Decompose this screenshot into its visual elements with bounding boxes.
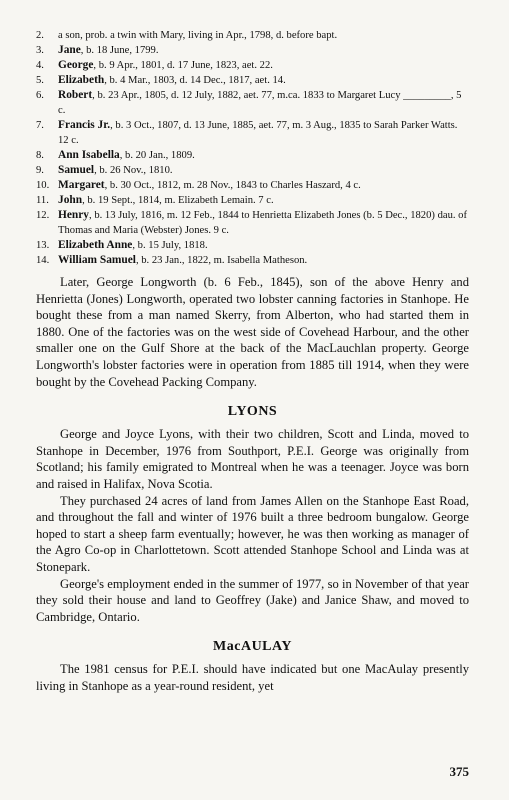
child-details: , b. 4 Mar., 1803, d. 14 Dec., 1817, aet. 14. <box>104 75 286 86</box>
child-name: William Samuel <box>58 254 136 266</box>
list-item <box>36 253 469 268</box>
lyons-paragraph: George's employment ended in the summer of 1977, so in November of that year they sold their house and land to Geoffrey (Jake) and Janice Shaw, and moved to Cambridge, Ontario. <box>36 576 469 624</box>
child-name: Elizabeth <box>58 74 105 86</box>
child-details: , b. 26 Nov., 1810. <box>94 165 173 176</box>
child-details: , b. 15 July, 1818. <box>132 240 208 251</box>
item-number: 11. <box>36 195 49 206</box>
child-name: Elizabeth Anne <box>58 239 133 251</box>
child-name: Francis Jr. <box>58 119 111 131</box>
child-details: , b. 19 Sept., 1814, m. Elizabeth Lemain. 7 c. <box>82 195 274 206</box>
item-entry <box>58 208 469 238</box>
list-item <box>36 208 469 238</box>
item-entry <box>58 58 469 73</box>
item-entry <box>58 88 469 118</box>
list-item <box>36 73 469 88</box>
list-item <box>36 118 469 148</box>
item-number: 9. <box>36 165 44 176</box>
item-entry <box>58 28 469 43</box>
child-details: , b. 30 Oct., 1812, m. 28 Nov., 1843 to Charles Haszard, 4 c. <box>104 180 361 191</box>
child-name: Henry <box>58 209 90 221</box>
child-details: a son, prob. a twin with Mary, living in Apr., 1798, d. before bapt. <box>58 30 338 41</box>
item-number: 10. <box>36 180 50 191</box>
list-item <box>36 88 469 118</box>
child-name: George <box>58 59 94 71</box>
list-item <box>36 28 469 43</box>
item-number: 5. <box>36 75 44 86</box>
item-entry <box>58 118 469 148</box>
item-entry <box>58 163 469 178</box>
item-entry <box>58 43 469 58</box>
child-name: Robert <box>58 89 93 101</box>
child-name: Jane <box>58 44 81 56</box>
item-entry <box>58 73 469 88</box>
child-details: , b. 18 June, 1799. <box>80 45 159 56</box>
item-number: 2. <box>36 30 44 41</box>
section-heading-macaulay: MacAULAY <box>213 639 292 655</box>
list-item <box>36 163 469 178</box>
list-item <box>36 178 469 193</box>
item-entry <box>58 193 469 208</box>
item-number: 13. <box>36 240 50 251</box>
item-entry <box>58 253 469 268</box>
list-item <box>36 238 469 253</box>
child-name: John <box>58 194 83 206</box>
children-list <box>36 28 469 268</box>
item-number: 3. <box>36 45 44 56</box>
list-item <box>36 193 469 208</box>
item-entry <box>58 238 469 253</box>
child-details: , b. 3 Oct., 1807, d. 13 June, 1885, aet. 77, m. 3 Aug., 1835 to Sarah Parker Watts. 12 c. <box>58 120 458 146</box>
child-name: Margaret <box>58 179 105 191</box>
item-number: 8. <box>36 150 44 161</box>
child-details: , b. 20 Jan., 1809. <box>119 150 195 161</box>
macaulay-paragraph: The 1981 census for P.E.I. should have indicated but one MacAulay presently living in Stanhope as a year-round resident, yet <box>36 662 469 693</box>
child-name: Samuel <box>58 164 95 176</box>
child-details: , b. 9 Apr., 1801, d. 17 June, 1823, aet. 22. <box>93 60 273 71</box>
list-item <box>36 58 469 73</box>
item-number: 14. <box>36 255 50 266</box>
child-name: Ann Isabella <box>58 149 120 161</box>
item-entry <box>58 148 469 163</box>
child-details: , b. 23 Jan., 1822, m. Isabella Matheson. <box>135 255 308 266</box>
child-details: , b. 13 July, 1816, m. 12 Feb., 1844 to Henrietta Elizabeth Jones (b. 5 Dec., 1820) dau. of Thomas and Maria (Webster) Jones. 9 c. <box>58 210 467 236</box>
page-number: 375 <box>449 764 469 779</box>
lyons-paragraph: They purchased 24 acres of land from James Allen on the Stanhope East Road, and throughout the fall and winter of 1976 built a three bedroom bungalow. George hoped to start a sheep farm eventually; however, he was then working as manager of the Agro Co-op in Charlottetown. Scott attended Stanhope School and Linda was at Stonepark. <box>36 493 469 574</box>
list-item <box>36 43 469 58</box>
item-number: 6. <box>36 90 44 101</box>
section-heading-lyons: LYONS <box>227 404 278 420</box>
item-number: 4. <box>36 60 44 71</box>
longworth-paragraph: Later, George Longworth (b. 6 Feb., 1845), son of the above Henry and Henrietta (Jones) Longworth, operated two lobster canning factories in Stanhope. He bought these from a man named Skerry, from Alberton, who had started them in 1880. One of the factories was on the west side of Covehead Harbour, and the other smaller one on the Gulf Shore at the back of the MacLauchlan property. George Longworth's lobster factories were in operation from 1885 till 1914, when they were bought by the Covehead Packing Company. <box>36 275 469 389</box>
item-number: 7. <box>36 120 44 131</box>
list-item <box>36 148 469 163</box>
item-entry <box>58 178 469 193</box>
lyons-paragraph: George and Joyce Lyons, with their two children, Scott and Linda, moved to Stanhope in December, 1976 from Southport, P.E.I. George was originally from Scotland; his family emigrated to Montreal when he was a teenager. Joyce was born and raised in Halifax, Nova Scotia. <box>36 427 469 491</box>
item-number: 12. <box>36 210 50 221</box>
child-details: , b. 23 Apr., 1805, d. 12 July, 1882, aet. 77, m.ca. 1833 to Margaret Lucy _________, 5 c. <box>58 90 462 116</box>
